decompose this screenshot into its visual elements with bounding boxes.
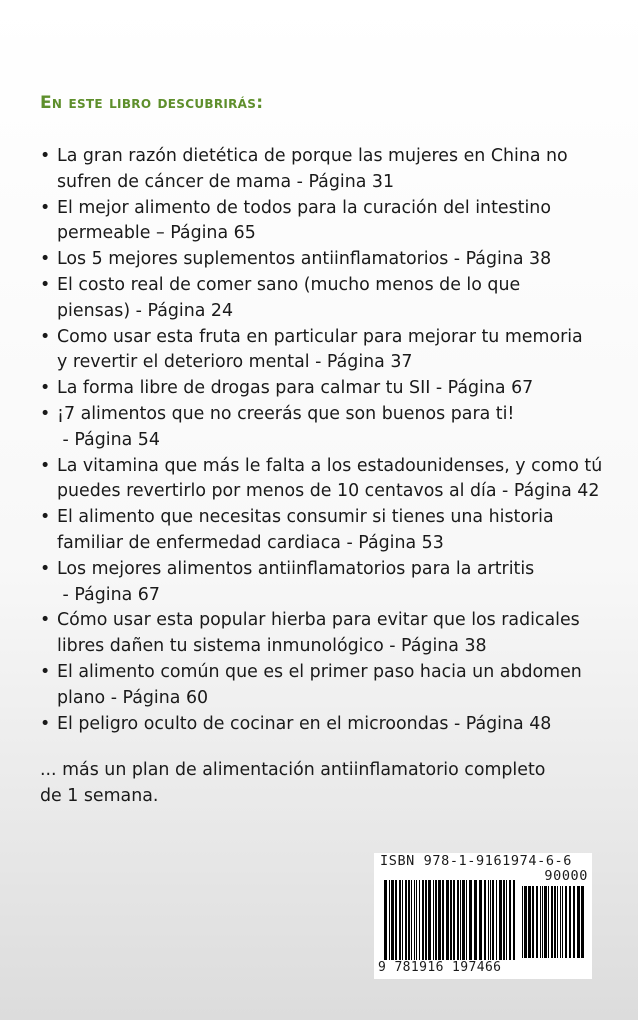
- list-item-line: libres dañen tu sistema inmunológico - Página 38: [57, 636, 487, 657]
- barcode-bars: [384, 880, 520, 962]
- list-item: [40, 144, 620, 196]
- barcode-box: [374, 853, 592, 979]
- barcode-bar: [536, 886, 538, 958]
- list-item-line: • Los 5 mejores suplementos antiinflamatorios - Página 38: [57, 249, 552, 270]
- barcode-bar: [569, 886, 571, 958]
- list-item: [40, 712, 620, 738]
- list-item: [40, 402, 620, 454]
- list-item-line: • El costo real de comer sano (mucho menos de lo que: [57, 274, 521, 295]
- barcode-bar: [542, 886, 543, 958]
- barcode-bar: [581, 886, 584, 958]
- list-item: [40, 557, 620, 609]
- barcode-bar: [540, 886, 541, 958]
- list-item-line: plano - Página 60: [57, 687, 209, 708]
- barcode-bar: [460, 880, 461, 960]
- list-item: [40, 247, 620, 273]
- barcode-bar: [565, 886, 567, 958]
- list-item: [40, 325, 620, 377]
- barcode-bar: [474, 880, 477, 960]
- barcode-bar: [544, 886, 547, 958]
- list-item-line: • La gran razón dietética de porque las mujeres en China no: [57, 146, 568, 166]
- list-item-line: • El alimento común que es el primer paso hacia un abdomen: [57, 661, 582, 682]
- list-item: [40, 505, 620, 557]
- barcode-bar: [433, 880, 434, 960]
- barcode-bar: [442, 880, 444, 960]
- addon-barcode-bars: [522, 886, 586, 960]
- list-item-line: - Página 67: [57, 584, 160, 605]
- list-item-line: • ¡7 alimentos que no creerás que son buenos para ti!: [57, 403, 515, 424]
- barcode-bar: [391, 880, 394, 960]
- barcode-bar: [416, 880, 417, 960]
- barcode-bar: [399, 880, 401, 960]
- barcode-bar: [411, 880, 412, 960]
- barcode-bar: [551, 886, 553, 958]
- addon-code-text: 90000: [544, 868, 588, 884]
- barcode-bar: [389, 880, 390, 960]
- barcode-bar: [554, 886, 556, 958]
- barcode-bar: [435, 880, 437, 960]
- list-item-line: • El mejor alimento de todos para la curación del intestino: [57, 197, 551, 218]
- barcode-bar: [408, 880, 410, 960]
- barcode-bar: [528, 886, 531, 958]
- barcode-bar: [562, 886, 563, 958]
- barcode-bar: [450, 880, 452, 960]
- list-item-line: puedes revertirlo por menos de 10 centavos al día - Página 42: [57, 481, 600, 502]
- barcode-bar: [402, 880, 403, 960]
- barcode-bar: [428, 880, 431, 960]
- list-item-line: - Página 54: [57, 429, 160, 450]
- list-item: [40, 608, 620, 660]
- list-item: [40, 454, 620, 506]
- barcode-bar: [479, 880, 482, 960]
- barcode-bar: [466, 880, 467, 960]
- list-item: [40, 196, 620, 248]
- barcode-bar: [488, 880, 489, 960]
- heading: En este libro descubrirás:: [40, 93, 264, 113]
- barcode-bar: [484, 880, 486, 960]
- barcode-bar: [422, 880, 424, 960]
- barcode-bar: [405, 880, 407, 960]
- list-item-line: • La vitamina que más le falta a los estadounidenses, y como tú: [57, 455, 603, 476]
- barcode-bar: [509, 880, 511, 960]
- barcode-bar: [462, 880, 465, 960]
- barcode-bar: [513, 880, 515, 960]
- list-item-line: y revertir el deterioro mental - Página 37: [57, 352, 413, 373]
- barcode-bar: [577, 886, 580, 958]
- list-item: [40, 273, 620, 325]
- list-item-line: • El peligro oculto de cocinar en el microondas - Página 48: [57, 713, 552, 734]
- barcode-bar: [457, 880, 459, 960]
- list-item-line: • Como usar esta fruta en particular para mejorar tu memoria: [57, 326, 583, 347]
- barcode-bar: [419, 880, 420, 960]
- closing-text: [40, 757, 600, 809]
- isbn-text: ISBN 978-1-9161974-6-6: [380, 853, 573, 869]
- barcode-bar: [414, 880, 415, 960]
- barcode-bar: [548, 886, 549, 958]
- barcode-bar: [499, 880, 502, 960]
- barcode-bar: [496, 880, 497, 960]
- list-item-line: piensas) - Página 24: [57, 300, 234, 321]
- barcode-bar: [532, 886, 534, 958]
- list-item-line: sufren de cáncer de mama - Página 31: [57, 171, 395, 192]
- barcode-bar: [524, 886, 527, 958]
- barcode-bar: [438, 880, 441, 960]
- barcode-bar: [560, 886, 561, 958]
- barcode-bar: [384, 880, 387, 960]
- barcode-bar: [425, 880, 427, 960]
- closing-line-2: de 1 semana.: [40, 786, 159, 806]
- barcode-bar: [490, 880, 491, 960]
- barcode-bar: [557, 886, 558, 958]
- list-item-line: • Los mejores alimentos antiinflamatorios para la artritis: [57, 558, 535, 579]
- barcode-bar: [395, 880, 397, 960]
- barcode-bar: [469, 880, 472, 960]
- closing-line-1: ... más un plan de alimentación antiinflamatorio completo: [40, 760, 546, 780]
- list-item: [40, 376, 620, 402]
- list-item-line: • El alimento que necesitas consumir si tienes una historia: [57, 507, 554, 528]
- list-item-line: • La forma libre de drogas para calmar tu SII - Página 67: [57, 378, 534, 399]
- ean-digits-text: 9 781916 197466: [378, 960, 502, 975]
- list-item: [40, 660, 620, 712]
- list-item-line: familiar de enfermedad cardiaca - Página 53: [57, 532, 444, 553]
- barcode-bar: [503, 880, 505, 960]
- list-item-line: permeable – Página 65: [57, 223, 256, 244]
- barcode-bar: [522, 886, 523, 958]
- barcode-bar: [446, 880, 449, 960]
- barcode-bar: [506, 880, 507, 960]
- barcode-bar: [492, 880, 494, 960]
- barcode-bar: [453, 880, 455, 960]
- feature-list: [40, 144, 620, 737]
- list-item-line: • Cómo usar esta popular hierba para evitar que los radicales: [57, 610, 580, 631]
- barcode-bar: [573, 886, 575, 958]
